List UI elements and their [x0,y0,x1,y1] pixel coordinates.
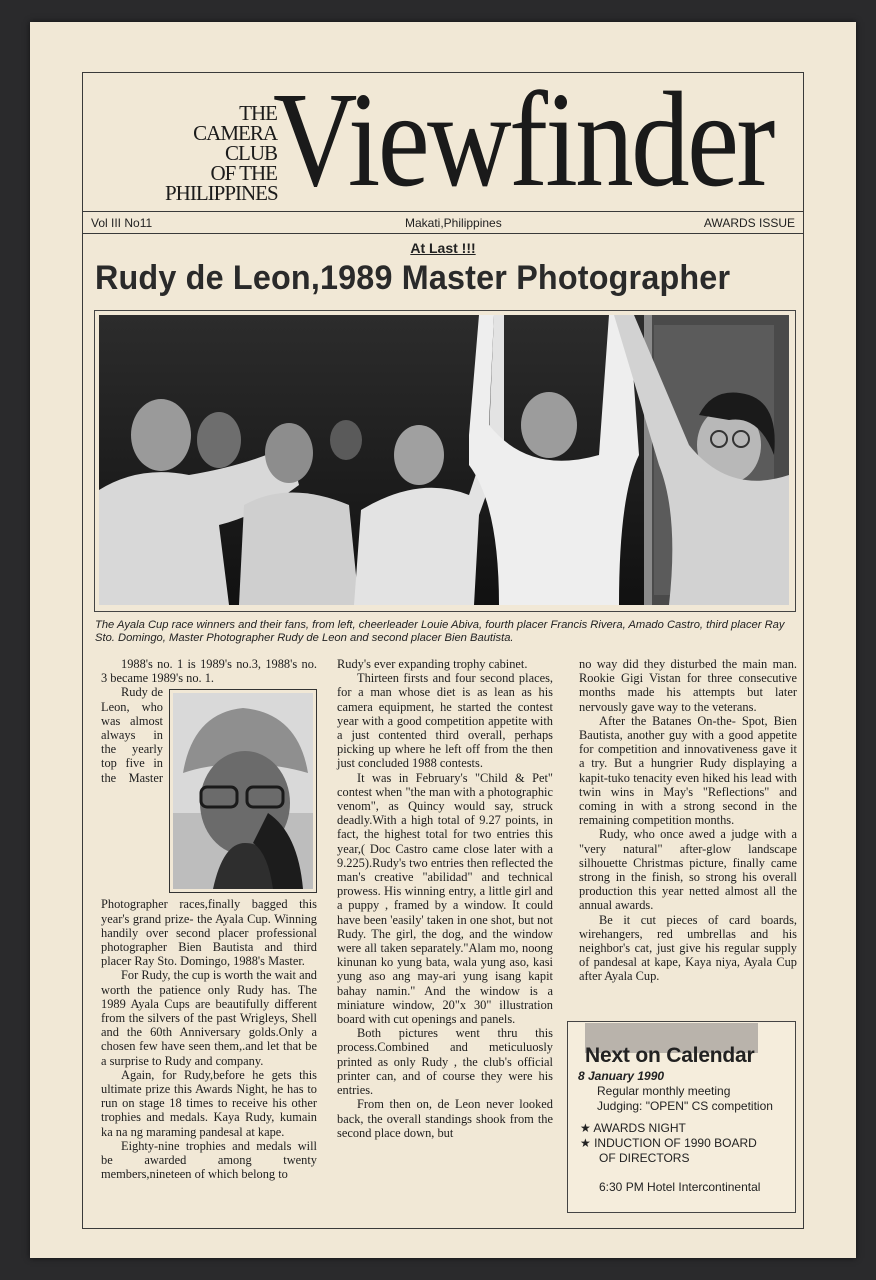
volume-label: Vol III No11 [91,216,153,230]
portrait-photo [169,689,317,893]
headline: Rudy de Leon,1989 Master Photographer [95,259,731,297]
main-photo [94,310,796,612]
club-line: OF THE [210,161,277,185]
newsletter-page [30,22,856,1258]
paragraph: Again, for Rudy,before he gets this ultimate prize this Awards Night, he has to run on stage 18 times to receive his other trophies and medals. Kaya Rudy, kumain ka na ng maraming pandesal at kape. [101,1067,317,1139]
paragraph: Eighty-nine trophies and medals will be awarded among twenty members,nineteen of which belong to [101,1138,317,1182]
paragraph: Rudy de Leon, who was almost always in the yearly top five in the Master Photographer races,finally bagged this year's grand prize- the Ayala Cup. Winning handily over second placer professional photographer Bien Bautista and third placer Ray Sto. Domingo, 1988's Master. [101,685,317,969]
paragraph: 1988's no. 1 is 1989's no.3, 1988's no. 3 became 1989's no. 1. [101,657,317,686]
paragraph: Rudy's ever expanding trophy cabinet. [337,657,528,671]
paragraph: Rudy, who once awed a judge with a "very natural" after-glow landscape silhouette Christmas picture, finally came strong in the finish, so strong his overall production this year netted almost all the annual awards. [579,827,797,913]
calendar-date: 8 January 1990 [578,1069,665,1083]
club-line: PHILIPPINES [165,181,278,205]
masthead [83,65,803,215]
paragraph: After the Batanes On-the- Spot, Bien Bautista, another guy with a good appetite for competition and innovativeness gave it a try. But a hungrier Rudy displaying a kapit-tuko tenacity even hiked his lead with twin wins in May's "Reflections" and coming in with a strong second in the remaining competition months. [579,713,797,828]
paragraph: Both pictures went thru this process.Combined and meticuluosly printed as only Rudy , the club's official printer can, and of course they were his entries. [337,1026,553,1098]
calendar-event: ★ INDUCTION OF 1990 BOARD [580,1136,757,1150]
paragraph: From then on, de Leon never looked back, the overall standings shook from the second place down, but [337,1097,553,1140]
club-line: CAMERA CLUB [193,121,277,165]
photo-caption: The Ayala Cup race winners and their fans, from left, cheerleader Louie Abiva, fourth placer Francis Rivera, Amado Castro, third placer Ray Sto. Domingo, Master Photographer Rudy de Leon and second placer Bien Bautista. [95,619,785,644]
info-bar [83,211,803,234]
paragraph: no way did they disturbed the main man. Rookie Gigi Vistan for three consecutive months made his attempts but later nervously gave way to the veterans. [579,657,797,714]
issue-label: AWARDS ISSUE [703,216,795,230]
calendar-venue: 6:30 PM Hotel Intercontinental [599,1180,761,1194]
calendar-line: Judging: "OPEN" CS competition [597,1099,773,1113]
article-column-1 [101,657,317,1181]
paragraph: Be it cut pieces of card boards, wirehangers, red umbrellas and his neighbor's cat, just give his regular supply of pandesal at kape, Kaya niya, Ayala Cup after Ayala Cup. [579,912,797,984]
portrait-illustration [173,693,313,889]
kicker: At Last !!! [410,240,476,256]
calendar-event: ★ AWARDS NIGHT [580,1121,686,1135]
club-name [165,103,277,203]
newsletter-title: Viewfinder [273,65,773,215]
winners-photo-illustration [99,315,789,605]
calendar-event-continued: OF DIRECTORS [599,1151,690,1165]
calendar-box [567,1021,796,1213]
paragraph: It was in February's "Child & Pet" contest when "the man with a photographic venom", as Quincy would say, struck deadly.With a high total of 9.27 points, in fact, the highest total for two entries this year,( Doc Castro came close later with a 9.225).Rudy's two entries then reflected the man's creative "abilidad" and technical prowess. His winning entry, a little girl and a puppy , framed by a window. It could have been 'easily' taken in one shot, but not Rudy. The girl, the dog, and the window were all taken separately."Alam mo, noong kinunan ko yung bata, wala yung aso, kasi yung aso ang may-ari yung isang kapit bahay namin." And the window is a miniature window, 20"x 30" illustration board with cut openings and panels. [337,770,553,1027]
article-column-2 [337,657,553,1140]
calendar-line: Regular monthly meeting [597,1084,731,1098]
club-line: THE [239,101,277,125]
paragraph: For Rudy, the cup is worth the wait and worth the patience only Rudy has. The 1989 Ayala Cups are beautifully different from the silvers of the past Wrigleys, Shell and the 60th Anniversary golds.Only a chosen few have seen them,.and let that be a surprise to Rudy and company. [101,968,317,1068]
newsletter-frame [82,65,804,1229]
location-label: Makati,Philippines [405,216,502,230]
paragraph: Thirteen firsts and four second places, for a man whose diet is as lean as his camera equipment, he started the contest year with a good competition appetite with a just contented third overall, perhaps picking up where he left off from the then just concluded 1988 contests. [337,671,553,771]
calendar-title: Next on Calendar [585,1044,755,1067]
article-column-3 [579,657,797,984]
